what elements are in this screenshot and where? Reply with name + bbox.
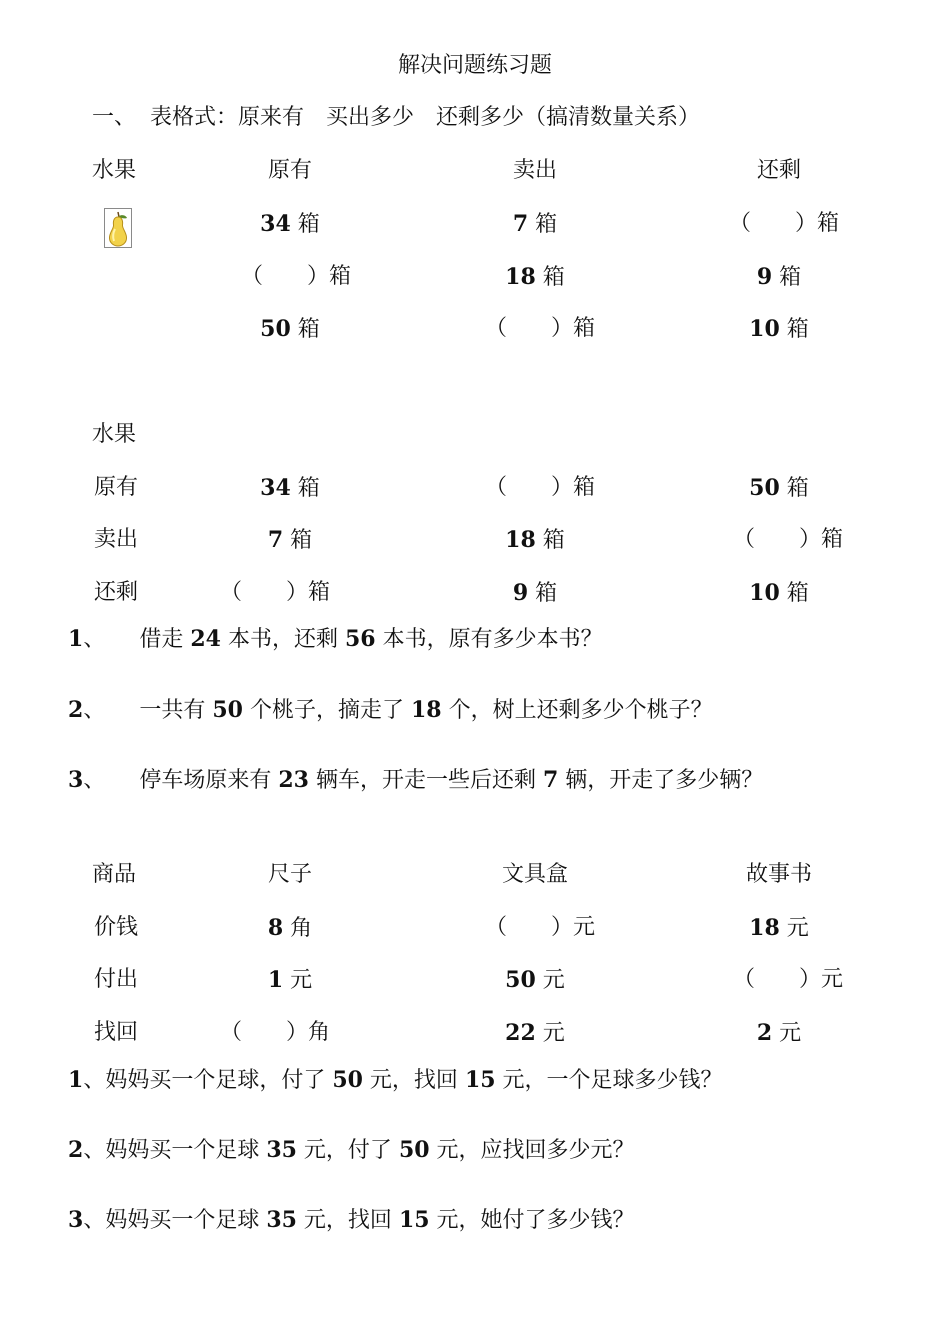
table-3-header-pencil-box: 文具盒 (501, 862, 569, 887)
table-3-r3-c3: 2 元 (756, 1020, 802, 1046)
answer-blank[interactable]: （ ） (219, 1020, 308, 1045)
answer-blank[interactable]: （ ） (728, 211, 817, 236)
table-2-r2-c1: 7 箱 (267, 527, 313, 553)
table-1-r2-original: （ ）箱 (240, 264, 352, 289)
table-3-header-ruler: 尺子 (267, 862, 313, 887)
table-2-r2-c2: 18 箱 (505, 527, 565, 553)
table-1-r1-left: （ ）箱 (728, 211, 840, 236)
table-1-header-left: 还剩 (756, 158, 802, 183)
table-2-r3-label: 还剩 (94, 580, 139, 605)
answer-blank[interactable]: （ ） (484, 475, 573, 500)
table-3-r1-c1: 8 角 (267, 915, 313, 941)
table-1-r1-sold: 7 箱 (512, 211, 558, 237)
question-item: 1、妈妈买一个足球，付了 50 元，找回 15 元，一个足球多少钱？ (68, 1067, 723, 1093)
question-item: 3、 停车场原来有 23 辆车，开走一些后还剩 7 辆，开走了多少辆？ (68, 767, 764, 793)
table-3-r2-label: 付出 (94, 967, 139, 992)
table-2-r2-label: 卖出 (94, 527, 139, 552)
table-3-r1-c2: （ ）元 (484, 915, 596, 940)
question-item: 2、 一共有 50 个桃子，摘走了 18 个，树上还剩多少个桃子？ (68, 697, 713, 723)
table-1-r2-sold: 18 箱 (505, 264, 565, 290)
answer-blank[interactable]: （ ） (484, 915, 573, 940)
question-item: 2、妈妈买一个足球 35 元，付了 50 元，应找回多少元？ (68, 1137, 635, 1163)
table-1-header-fruit: 水果 (92, 158, 137, 183)
answer-blank[interactable]: （ ） (732, 967, 821, 992)
table-3-r2-c3: （ ）元 (732, 967, 844, 992)
table-1-header-sold: 卖出 (512, 158, 558, 183)
table-1-r2-left: 9 箱 (756, 264, 802, 290)
answer-blank[interactable]: （ ） (240, 264, 329, 289)
table-3-header-storybook: 故事书 (745, 862, 813, 887)
table-2-r3-c3: 10 箱 (749, 580, 809, 606)
section-number: 一、 (92, 105, 137, 130)
table-3-r1-label: 价钱 (94, 915, 139, 940)
answer-blank[interactable]: （ ） (732, 527, 821, 552)
table-2-r3-c1: （ ）箱 (219, 580, 331, 605)
table-1-r3-left: 10 箱 (749, 316, 809, 342)
table-1-header-original: 原有 (267, 158, 313, 183)
table-3-r3-c2: 22 元 (505, 1020, 565, 1046)
table-2-r2-c3: （ ）箱 (732, 527, 844, 552)
table-2-r1-c3: 50 箱 (749, 475, 809, 501)
table-1-r1-original: 34 箱 (260, 211, 320, 237)
answer-blank[interactable]: （ ） (484, 316, 573, 341)
table-3-r2-c1: 1 元 (267, 967, 313, 993)
table-3-header-item: 商品 (92, 862, 137, 887)
table-3-r3-label: 找回 (94, 1020, 139, 1045)
page-title: 解决问题练习题 (397, 53, 553, 78)
section-heading-text: 表格式：原来有 买出多少 还剩多少（搞清数量关系） (150, 105, 701, 130)
table-2-r3-c2: 9 箱 (512, 580, 558, 606)
table-2-r1-c2: （ ）箱 (484, 475, 596, 500)
answer-blank[interactable]: （ ） (219, 580, 308, 605)
question-item: 3、妈妈买一个足球 35 元，找回 15 元，她付了多少钱？ (68, 1207, 635, 1233)
section-1-heading (92, 104, 700, 132)
table-2-header-fruit: 水果 (92, 422, 137, 447)
table-3-r1-c3: 18 元 (749, 915, 809, 941)
question-item: 1、 借走 24 本书，还剩 56 本书，原有多少本书？ (68, 626, 603, 652)
table-1-r3-original: 50 箱 (260, 316, 320, 342)
table-3-r3-c1: （ ）角 (219, 1020, 331, 1045)
pear-icon (104, 208, 132, 248)
table-2-r1-label: 原有 (94, 475, 139, 500)
table-1-r3-sold: （ ）箱 (484, 316, 596, 341)
table-3-r2-c2: 50 元 (505, 967, 565, 993)
table-2-r1-c1: 34 箱 (260, 475, 320, 501)
